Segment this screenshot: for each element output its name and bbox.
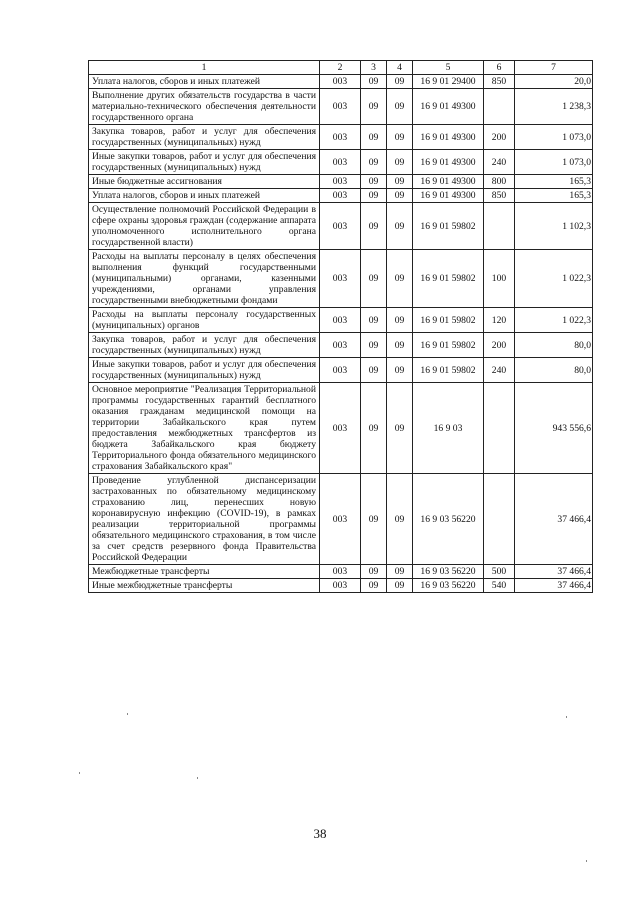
row-amount-cell: 943 556,6 [515,383,593,474]
row-name-cell: Иные закупки товаров, работ и услуг для обеспечения государственных (муниципальных) нужд [89,150,320,175]
row-amount-cell: 1 022,3 [515,250,593,308]
row-name-cell: Проведение углубленной диспансеризации застрахованных по обязательному медицинскому страхованию лиц, перенесших новую коронавирусную инфекцию (COVID-19), в рамках реализации территориальной программы обязательного медицинского страхования, в том числе за счет средств резервного фонда Правительства Российской Федерации [89,474,320,565]
row-amount-cell: 165,3 [515,175,593,189]
row-name-cell: Закупка товаров, работ и услуг для обеспечения государственных (муниципальных) нужд [89,125,320,150]
row-target-article-cell: 16 9 01 49300 [413,89,484,125]
row-code-cell: 003 [320,358,361,383]
row-code-cell: 003 [320,189,361,203]
row-section-cell: 09 [361,250,387,308]
row-subsection-cell: 09 [387,383,413,474]
header-cell: 4 [387,61,413,75]
header-cell: 2 [320,61,361,75]
row-code-cell: 003 [320,125,361,150]
row-section-cell: 09 [361,308,387,333]
row-subsection-cell: 09 [387,175,413,189]
row-subsection-cell: 09 [387,474,413,565]
row-name-cell: Основное мероприятие "Реализация Территориальной программы государственных гарантий бесплатного оказания гражданам медицинской помощи на территории Забайкальского края путем предоставления межбюджетных трансфертов из бюджета Забайкальского края бюджету Территориального фонда обязательного медицинского страхования Забайкальского края" [89,383,320,474]
row-subsection-cell: 09 [387,333,413,358]
header-cell: 5 [413,61,484,75]
row-subsection-cell: 09 [387,250,413,308]
row-amount-cell: 1 238,3 [515,89,593,125]
scan-speck [586,860,587,862]
row-name-cell: Осуществление полномочий Российской Федерации в сфере охраны здоровья граждан (содержание аппарата уполномоченного исполнительного органа государственной власти) [89,203,320,250]
table-row [89,308,593,333]
row-amount-cell: 37 466,4 [515,474,593,565]
row-target-article-cell: 16 9 01 59802 [413,250,484,308]
page-number: 38 [313,826,327,841]
row-target-article-cell: 16 9 03 56220 [413,474,484,565]
row-code-cell: 003 [320,579,361,593]
row-section-cell: 09 [361,189,387,203]
row-expense-type-cell: 240 [484,358,515,383]
row-expense-type-cell: 500 [484,565,515,579]
row-expense-type-cell [484,383,515,474]
row-code-cell: 003 [320,333,361,358]
row-section-cell: 09 [361,150,387,175]
row-name-cell: Иные межбюджетные трансферты [89,579,320,593]
row-target-article-cell: 16 9 03 [413,383,484,474]
row-subsection-cell: 09 [387,579,413,593]
row-name-cell: Межбюджетные трансферты [89,565,320,579]
row-name-cell: Расходы на выплаты персоналу в целях обеспечения выполнения функций государственными (муниципальными) органами, казенными учреждениями, органами управления государственными внебюджетными фондами [89,250,320,308]
row-target-article-cell: 16 9 01 59802 [413,308,484,333]
row-expense-type-cell [484,203,515,250]
row-amount-cell: 1 073,0 [515,150,593,175]
table-row [89,565,593,579]
row-target-article-cell: 16 9 01 59802 [413,358,484,383]
row-expense-type-cell: 240 [484,150,515,175]
row-amount-cell: 1 073,0 [515,125,593,150]
row-expense-type-cell [484,89,515,125]
row-section-cell: 09 [361,383,387,474]
table-row [89,250,593,308]
row-section-cell: 09 [361,89,387,125]
row-target-article-cell: 16 9 03 56220 [413,565,484,579]
table-row [89,474,593,565]
row-code-cell: 003 [320,474,361,565]
row-expense-type-cell: 200 [484,125,515,150]
row-code-cell: 003 [320,308,361,333]
row-amount-cell: 1 102,3 [515,203,593,250]
scan-speck [197,777,198,779]
header-cell: 3 [361,61,387,75]
row-expense-type-cell: 850 [484,189,515,203]
table-row [89,579,593,593]
row-target-article-cell: 16 9 03 56220 [413,579,484,593]
row-subsection-cell: 09 [387,125,413,150]
table-row [89,89,593,125]
table-header-row [89,61,593,75]
row-target-article-cell: 16 9 01 59802 [413,333,484,358]
row-code-cell: 003 [320,89,361,125]
row-name-cell: Уплата налогов, сборов и иных платежей [89,75,320,89]
table-row [89,75,593,89]
header-cell: 6 [484,61,515,75]
scan-speck [127,713,128,715]
row-amount-cell: 37 466,4 [515,565,593,579]
scan-speck [79,772,80,774]
row-expense-type-cell: 850 [484,75,515,89]
row-name-cell: Иные бюджетные ассигнования [89,175,320,189]
row-section-cell: 09 [361,125,387,150]
row-section-cell: 09 [361,333,387,358]
row-expense-type-cell: 800 [484,175,515,189]
header-cell: 7 [515,61,593,75]
row-section-cell: 09 [361,203,387,250]
row-code-cell: 003 [320,150,361,175]
row-subsection-cell: 09 [387,75,413,89]
table-row [89,358,593,383]
row-section-cell: 09 [361,358,387,383]
table-row [89,203,593,250]
row-amount-cell: 20,0 [515,75,593,89]
row-name-cell: Уплата налогов, сборов и иных платежей [89,189,320,203]
row-target-article-cell: 16 9 01 49300 [413,175,484,189]
row-amount-cell: 165,3 [515,189,593,203]
table-row [89,150,593,175]
row-target-article-cell: 16 9 01 49300 [413,189,484,203]
row-subsection-cell: 09 [387,189,413,203]
row-name-cell: Иные закупки товаров, работ и услуг для обеспечения государственных (муниципальных) нужд [89,358,320,383]
row-target-article-cell: 16 9 01 49300 [413,150,484,175]
row-code-cell: 003 [320,565,361,579]
row-subsection-cell: 09 [387,203,413,250]
table-row [89,175,593,189]
table-row [89,189,593,203]
row-amount-cell: 80,0 [515,333,593,358]
row-name-cell: Закупка товаров, работ и услуг для обеспечения государственных (муниципальных) нужд [89,333,320,358]
row-code-cell: 003 [320,250,361,308]
row-section-cell: 09 [361,175,387,189]
row-amount-cell: 80,0 [515,358,593,383]
table-row [89,125,593,150]
row-code-cell: 003 [320,175,361,189]
row-target-article-cell: 16 9 01 49300 [413,125,484,150]
row-expense-type-cell [484,474,515,565]
row-amount-cell: 1 022,3 [515,308,593,333]
row-section-cell: 09 [361,579,387,593]
row-subsection-cell: 09 [387,308,413,333]
header-cell: 1 [89,61,320,75]
row-code-cell: 003 [320,203,361,250]
row-code-cell: 003 [320,75,361,89]
row-subsection-cell: 09 [387,89,413,125]
row-expense-type-cell: 540 [484,579,515,593]
row-name-cell: Расходы на выплаты персоналу государственных (муниципальных) органов [89,308,320,333]
row-target-article-cell: 16 9 01 59802 [413,203,484,250]
row-section-cell: 09 [361,565,387,579]
row-amount-cell: 37 466,4 [515,579,593,593]
row-expense-type-cell: 100 [484,250,515,308]
budget-table [88,60,593,593]
row-expense-type-cell: 120 [484,308,515,333]
row-target-article-cell: 16 9 01 29400 [413,75,484,89]
scan-speck [566,716,567,718]
row-section-cell: 09 [361,474,387,565]
row-subsection-cell: 09 [387,565,413,579]
row-subsection-cell: 09 [387,150,413,175]
row-section-cell: 09 [361,75,387,89]
row-name-cell: Выполнение других обязательств государства в части материально-технического обеспечения деятельности государственного органа [89,89,320,125]
row-code-cell: 003 [320,383,361,474]
row-subsection-cell: 09 [387,358,413,383]
row-expense-type-cell: 200 [484,333,515,358]
table-row [89,333,593,358]
table-row [89,383,593,474]
